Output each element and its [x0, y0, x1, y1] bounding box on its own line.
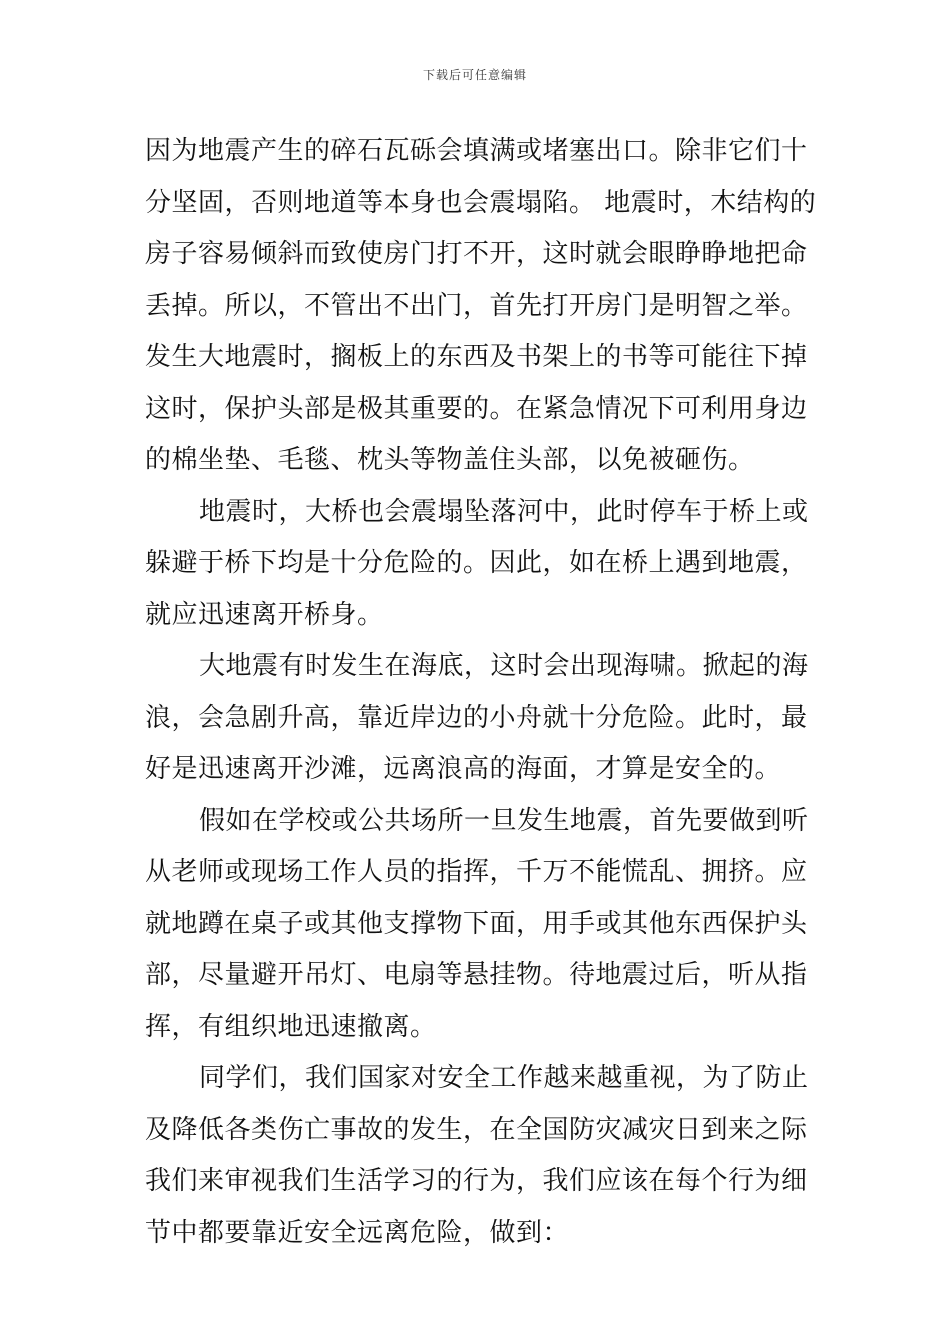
text-line: 就地蹲在桌子或其他支撑物下面，用手或其他东西保护头 — [145, 908, 808, 939]
text-line: 节中都要靠近安全远离危险，做到： — [145, 1217, 570, 1248]
text-line: 发生大地震时，搁板上的东西及书架上的书等可能往下掉 — [145, 342, 808, 372]
paragraph-first-line: 大地震有时发生在海底，这时会出现海啸。掀起的海 — [199, 651, 809, 681]
text-line: 分坚固，否则地道等本身也会震塌陷。 地震时，木结构的 — [145, 187, 817, 218]
paragraph-first-line: 地震时，大桥也会震塌坠落河中，此时停车于桥上或 — [199, 496, 809, 527]
text-line: 浪，会急剧升高，靠近岸边的小舟就十分危险。此时，最 — [145, 702, 808, 733]
text-line: 部，尽量避开吊灯、电扇等悬挂物。待地震过后，听从指 — [145, 960, 808, 990]
paragraph-first-line: 假如在学校或公共场所一旦发生地震，首先要做到听 — [199, 805, 809, 836]
text-line: 的棉坐垫、毛毯、枕头等物盖住头部，以免被砸伤。 — [145, 445, 755, 475]
header-note: 下载后可任意编辑 — [422, 68, 527, 82]
text-line: 从老师或现场工作人员的指挥，千万不能慌乱、拥挤。应 — [145, 857, 808, 887]
text-line: 挥，有组织地迅速撤离。 — [145, 1011, 437, 1042]
paragraph-first-line: 同学们，我们国家对安全工作越来越重视，为了防止 — [199, 1063, 809, 1093]
text-line: 及降低各类伤亡事故的发生，在全国防灾减灾日到来之际 — [145, 1114, 808, 1145]
text-line: 因为地震产生的碎石瓦砾会填满或堵塞出口。除非它们十 — [145, 136, 808, 166]
text-line: 这时，保护头部是极其重要的。在紧急情况下可利用身边 — [145, 393, 808, 424]
text-line: 我们来审视我们生活学习的行为，我们应该在每个行为细 — [145, 1166, 808, 1196]
text-line: 房子容易倾斜而致使房门打不开，这时就会眼睁睁地把命 — [145, 239, 808, 269]
text-line: 好是迅速离开沙滩，远离浪高的海面，才算是安全的。 — [145, 754, 782, 784]
document-body — [145, 126, 817, 1259]
text-line: 就应迅速离开桥身。 — [145, 599, 384, 630]
text-line: 躲避于桥下均是十分危险的。因此，如在桥上遇到地震， — [145, 548, 808, 578]
text-line: 丢掉。所以，不管出不出门，首先打开房门是明智之举。 — [145, 290, 808, 321]
